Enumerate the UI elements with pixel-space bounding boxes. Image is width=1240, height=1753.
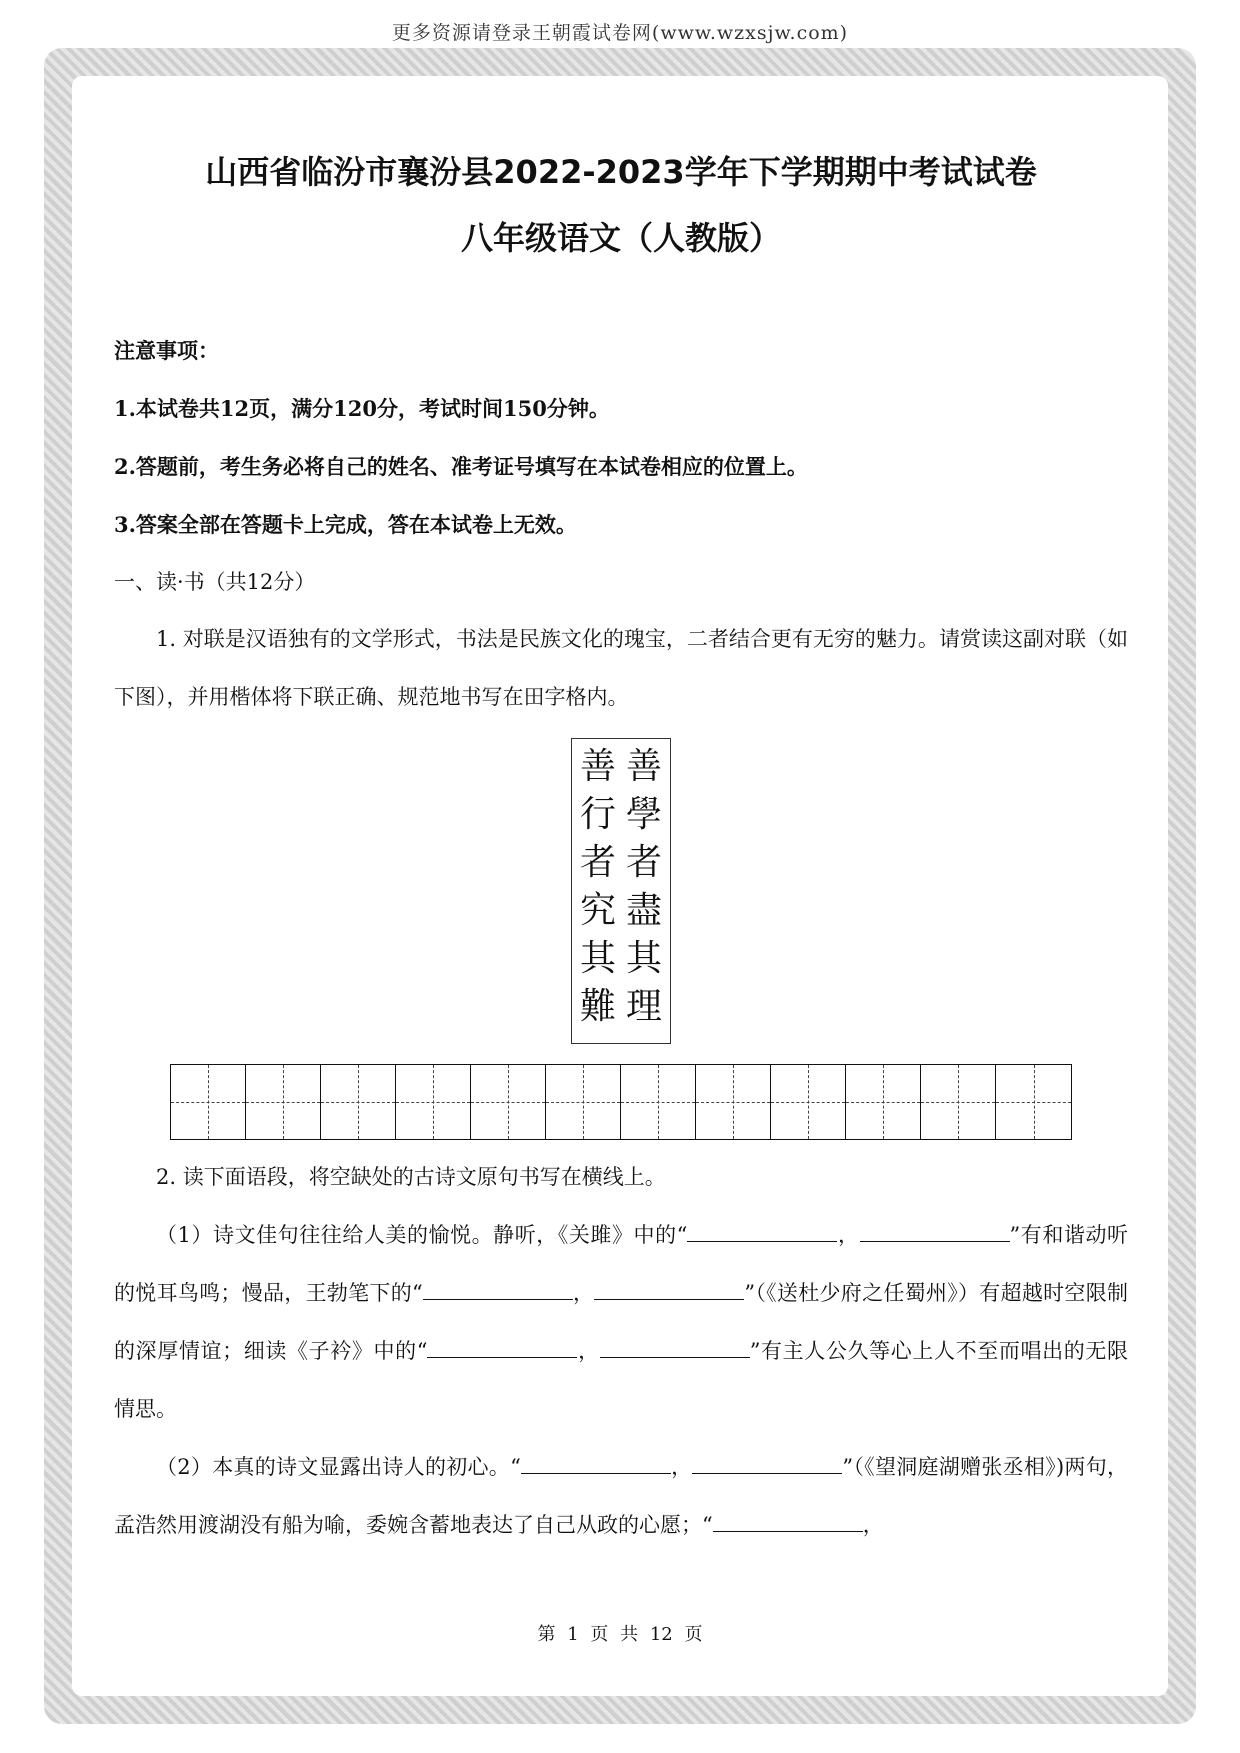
couplet-char: 其 [626, 938, 663, 979]
couplet-upper-line [626, 743, 662, 1043]
answer-blank[interactable] [600, 1337, 750, 1358]
couplet-char: 善 [579, 746, 616, 787]
exam-subtitle: 八年级语文（人教版） [460, 219, 781, 257]
couplet-char: 學 [626, 794, 663, 835]
couplet-char: 者 [579, 842, 616, 883]
answer-blank[interactable] [423, 1279, 573, 1300]
text: ”（《望洞庭湖赠张丞相》)两句，孟浩然用渡湖没有船为喻，委婉含蓄地表达了自己从政的心愿；“ [114, 1455, 1128, 1537]
text: ”有和谐动听的悦耳鸟鸣；慢品，王勃笔下的“ [114, 1223, 1128, 1305]
tianzige-cell[interactable] [846, 1065, 921, 1139]
question-2: 2. 读下面语段，将空缺处的古诗文原句书写在横线上。 [156, 1165, 666, 1189]
couplet-char: 理 [626, 986, 663, 1027]
tianzige-cell[interactable] [771, 1065, 846, 1139]
tianzige-cell[interactable] [396, 1065, 471, 1139]
tianzige-cell[interactable] [921, 1065, 996, 1139]
couplet-char: 難 [579, 986, 616, 1027]
text: （2）本真的诗文显露出诗人的初心。“ [156, 1455, 521, 1479]
couplet-char: 者 [626, 842, 663, 883]
tianzige-cell[interactable] [246, 1065, 321, 1139]
text: ”有主人公久等心上人不至而唱出的无限情思。 [114, 1339, 1129, 1421]
note-item-1: 1.本试卷共12页，满分120分，考试时间150分钟。 [114, 396, 610, 421]
tianzige-cell[interactable] [546, 1065, 621, 1139]
couplet-figure [114, 738, 1128, 1044]
text: ， [572, 1281, 595, 1305]
tianzige-cell[interactable] [321, 1065, 396, 1139]
document-content [114, 150, 1128, 1554]
watermark: 更多资源请登录王朝霞试卷网(www.wzxsjw.com) [391, 22, 849, 44]
page-footer: 第 1 页 共 12 页 [537, 1624, 703, 1645]
answer-blank[interactable] [713, 1511, 863, 1532]
tianzige-cell[interactable] [171, 1065, 246, 1139]
couplet-lower-line [580, 743, 616, 1043]
answer-blank[interactable] [594, 1279, 744, 1300]
note-item-3: 3.答案全部在答题卡上完成，答在本试卷上无效。 [114, 512, 577, 537]
text: ， [837, 1223, 860, 1247]
text: ”（《送杜少府之任蜀州》）有超越时空限制的深厚情谊；细读《子衿》中的“ [114, 1281, 1128, 1363]
tianzige-cell[interactable] [471, 1065, 546, 1139]
couplet-char: 究 [579, 890, 616, 931]
couplet-char: 善 [626, 746, 663, 787]
answer-blank[interactable] [687, 1221, 837, 1242]
couplet-char: 盡 [626, 890, 663, 931]
tianzige-grid [170, 1064, 1072, 1140]
tianzige-cell[interactable] [996, 1065, 1071, 1139]
text: ， [670, 1455, 693, 1479]
question-2-1 [114, 1206, 1128, 1438]
answer-blank[interactable] [860, 1221, 1010, 1242]
text: ， [577, 1339, 600, 1363]
answer-blank[interactable] [521, 1453, 671, 1474]
tianzige-cell[interactable] [621, 1065, 696, 1139]
notes-heading: 注意事项： [114, 338, 219, 363]
answer-blank[interactable] [427, 1337, 577, 1358]
notes-section [114, 322, 1128, 554]
tianzige-grid-wrap [114, 1064, 1128, 1140]
question-2-2 [114, 1438, 1128, 1554]
answer-blank[interactable] [692, 1453, 842, 1474]
exam-title: 山西省临汾市襄汾县2022-2023学年下学期期中考试试卷 [205, 153, 1037, 191]
text: （1）诗文佳句往往给人美的愉悦。静听，《关雎》中的“ [156, 1223, 688, 1247]
question-1: 1. 对联是汉语独有的文学形式，书法是民族文化的瑰宝，二者结合更有无穷的魅力。请赏读这副对联（如下图），并用楷体将下联正确、规范地书写在田字格内。 [114, 627, 1128, 709]
note-item-2: 2.答题前，考生务必将自己的姓名、准考证号填写在本试卷相应的位置上。 [114, 454, 808, 479]
couplet-box [571, 738, 671, 1044]
couplet-char: 其 [579, 938, 616, 979]
text: ， [862, 1513, 884, 1537]
tianzige-cell[interactable] [696, 1065, 771, 1139]
couplet-char: 行 [579, 794, 616, 835]
section-heading: 一、读·书（共12分） [114, 570, 316, 594]
